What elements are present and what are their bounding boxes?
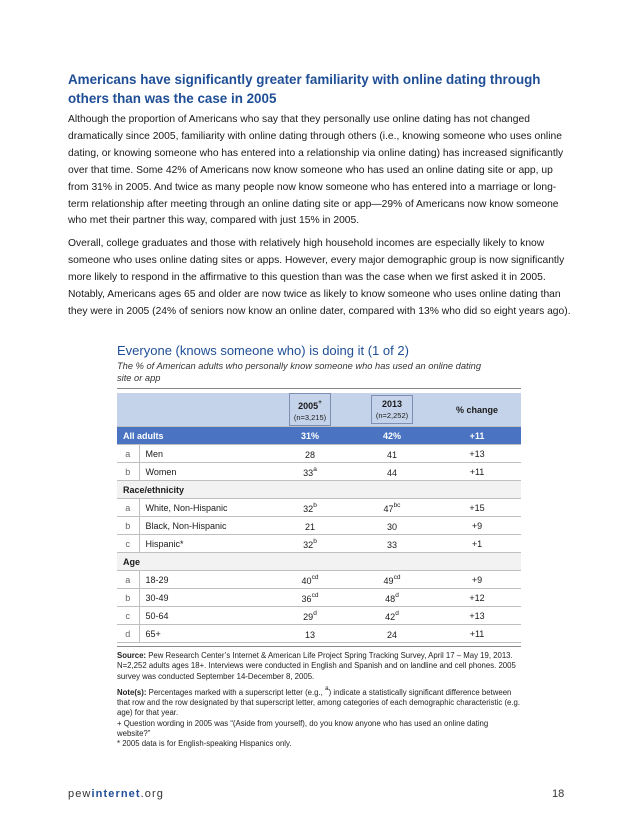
age-row-2013-value: 49 — [383, 575, 394, 586]
gender-row-2005-value: 28 — [304, 449, 315, 460]
race-row-2005-sup: b — [313, 537, 317, 545]
gender-row-2005 — [269, 445, 351, 463]
figure-subtitle: The % of American adults who personally know someone who has used an online dating site or app — [117, 361, 481, 383]
header-2005-box — [289, 393, 331, 426]
gender-row-2005-value: 33 — [303, 467, 314, 478]
age-section-header — [117, 553, 521, 571]
age-section-header-label: Age — [117, 553, 521, 571]
age-row-2005 — [269, 589, 351, 607]
note-text-1: Percentages marked with a superscript letter (e.g., — [148, 687, 325, 697]
note-text-2: ) indicate a statistically significant difference between that row and the row designated by that superscript letter, among categories of each demographic characteristic (e.g. age) for that year. — [117, 687, 521, 718]
race-row-2013-sup: bc — [393, 501, 401, 509]
age-row-label: 30-49 — [139, 589, 269, 607]
race-row-2013 — [351, 499, 433, 517]
age-row-2013-value: 24 — [386, 629, 397, 640]
race-row-letter: c — [117, 535, 139, 553]
age-row-2013 — [351, 607, 433, 625]
age-row-2005-value: 36 — [301, 593, 312, 604]
note-label: Note(s): — [117, 687, 147, 697]
race-row-change: +1 — [433, 535, 521, 553]
gender-row-letter: a — [117, 445, 139, 463]
gender-row-change: +13 — [433, 445, 521, 463]
race-row-2013-value: 30 — [386, 521, 397, 532]
age-row-2005-value: 40 — [301, 575, 312, 586]
table-row — [117, 625, 521, 643]
table-body — [117, 393, 521, 643]
age-row-letter: d — [117, 625, 139, 643]
footer-site-pre: pew — [68, 788, 92, 800]
figure-rule — [117, 388, 521, 389]
gender-row-2013 — [351, 463, 433, 481]
gender-row-letter: b — [117, 463, 139, 481]
gender-row-change: +11 — [433, 463, 521, 481]
table-row — [117, 589, 521, 607]
age-row-2013-value: 48 — [385, 593, 396, 604]
age-row-2005-sup: d — [313, 609, 317, 617]
race-row-2013-value: 33 — [386, 539, 397, 550]
all-adults-row — [117, 427, 521, 445]
table-row — [117, 535, 521, 553]
header-2013-label: 2013 — [381, 399, 402, 409]
age-row-change: +9 — [433, 571, 521, 589]
note-star: * 2005 data is for English-speaking Hispanics only. — [117, 739, 292, 749]
race-row-label: White, Non-Hispanic — [139, 499, 269, 517]
race-row-2005-sup: b — [313, 501, 317, 509]
race-row-2005 — [269, 535, 351, 553]
age-row-2013 — [351, 625, 433, 643]
age-row-2005-value: 13 — [304, 629, 315, 640]
table-row — [117, 463, 521, 481]
race-row-2005-value: 32 — [303, 539, 314, 550]
table-row — [117, 607, 521, 625]
gender-row-2005 — [269, 463, 351, 481]
age-row-2005-sup: cd — [311, 573, 319, 581]
gender-row-2005-sup: a — [313, 465, 317, 473]
header-2005-sup: + — [318, 399, 322, 406]
race-row-2005-value: 32 — [303, 503, 314, 514]
all-adults-2013: 42% — [351, 427, 433, 445]
header-2005 — [269, 393, 351, 427]
race-row-2013 — [351, 535, 433, 553]
age-row-label: 50-64 — [139, 607, 269, 625]
footer-site — [68, 788, 164, 800]
age-row-2013 — [351, 571, 433, 589]
table-row — [117, 499, 521, 517]
table-header-row — [117, 393, 521, 427]
all-adults-2005: 31% — [269, 427, 351, 445]
gender-row-label: Women — [139, 463, 269, 481]
age-row-label: 18-29 — [139, 571, 269, 589]
race-row-label: Hispanic* — [139, 535, 269, 553]
race-row-label: Black, Non-Hispanic — [139, 517, 269, 535]
notes-note — [117, 684, 521, 719]
age-row-2005 — [269, 625, 351, 643]
age-row-change: +13 — [433, 607, 521, 625]
body-paragraph-1: Although the proportion of Americans who say that they personally use online dating has not changed dramatically since 2005, familiarity with online dating through others (i.e., knowing someone who uses online dating, or knowing someone who has entered into a relationship via online dating) has increased significantly over that time. Some 42% of Americans now know someone who has used an online dating site or app, up from 31% in 2005. And twice as many people now know someone who has entered into a marriage or long-term relationship after meeting through an online dating site or app—29% of Americans now know someone who met their partner this way, compared with just 15% in 2005. — [68, 114, 564, 227]
race-row-2005 — [269, 499, 351, 517]
race-row-change: +9 — [433, 517, 521, 535]
race-row-2005 — [269, 517, 351, 535]
age-row-2013-sup: cd — [393, 573, 401, 581]
race-row-2013 — [351, 517, 433, 535]
header-2013-n: (n=2,252) — [375, 411, 409, 420]
age-row-2005 — [269, 607, 351, 625]
age-row-2013-sup: d — [395, 609, 399, 617]
race-row-letter: b — [117, 517, 139, 535]
gender-row-label: Men — [139, 445, 269, 463]
table-row — [117, 571, 521, 589]
header-2005-label: 2005 — [298, 401, 319, 411]
age-row-2005-value: 29 — [303, 611, 314, 622]
table-row — [117, 445, 521, 463]
age-row-label: 65+ — [139, 625, 269, 643]
race-row-2005-value: 21 — [304, 521, 315, 532]
race-row-letter: a — [117, 499, 139, 517]
age-row-change: +12 — [433, 589, 521, 607]
note-sup: a — [325, 684, 329, 692]
figure-title: Everyone (knows someone who) is doing it (1 of 2) — [117, 343, 409, 358]
footer-site-bold: internet — [91, 788, 141, 800]
note-plus: + Question wording in 2005 was “(Aside from yourself), do you know anyone who has used an online dating website?” — [117, 718, 489, 739]
data-table-figure — [117, 343, 521, 750]
gender-row-2013-value: 41 — [386, 449, 397, 460]
data-table — [117, 393, 521, 643]
all-adults-change: +11 — [433, 427, 521, 445]
table-notes — [117, 646, 521, 750]
source-text: Pew Research Center’s Internet & American Life Project Spring Tracking Survey, April 17 – May 19, 2013. N=2,252 adults ages 18+. Interviews were conducted in English and Spanish and on landline and cell phones. 2005 survey was conducted September 14-December 8, 2005. — [117, 651, 516, 681]
source-note — [117, 651, 521, 682]
gender-row-2013 — [351, 445, 433, 463]
header-2005-n: (n=3,215) — [293, 413, 327, 422]
header-spacer — [117, 393, 269, 427]
section-heading: Americans have significantly greater familiarity with online dating through others than was the case in 2005 — [68, 72, 541, 106]
source-label: Source: — [117, 651, 147, 660]
table-row — [117, 517, 521, 535]
all-adults-label: All adults — [117, 427, 269, 445]
header-2013-box — [371, 395, 413, 424]
race-row-2013-value: 47 — [383, 503, 394, 514]
age-row-2013-value: 42 — [385, 611, 396, 622]
age-row-change: +11 — [433, 625, 521, 643]
gender-row-2013-value: 44 — [386, 467, 397, 478]
race-section-header-label: Race/ethnicity — [117, 481, 521, 499]
age-row-2013-sup: d — [395, 591, 399, 599]
age-row-2005-sup: cd — [311, 591, 319, 599]
body-paragraph-2: Overall, college graduates and those with relatively high household incomes are especially likely to know someone who uses online dating sites or apps. However, every major demographic group is now significantly more likely to respond in the affirmative to this question than was the case when we first asked it in 2005. Notably, Americans ages 65 and older are now twice as likely to know someone who uses online dating than they were in 2005 (24% of seniors now know an online dater, compared with 13% who did so eight years ago). — [68, 238, 571, 317]
header-2013 — [351, 393, 433, 427]
footer-site-post: .org — [140, 788, 164, 800]
age-row-letter: c — [117, 607, 139, 625]
race-row-change: +15 — [433, 499, 521, 517]
age-row-2013 — [351, 589, 433, 607]
race-section-header — [117, 481, 521, 499]
age-row-letter: b — [117, 589, 139, 607]
age-row-letter: a — [117, 571, 139, 589]
age-row-2005 — [269, 571, 351, 589]
header-change-label: % change — [455, 404, 498, 415]
page-number: 18 — [552, 788, 565, 800]
header-change — [433, 393, 521, 427]
